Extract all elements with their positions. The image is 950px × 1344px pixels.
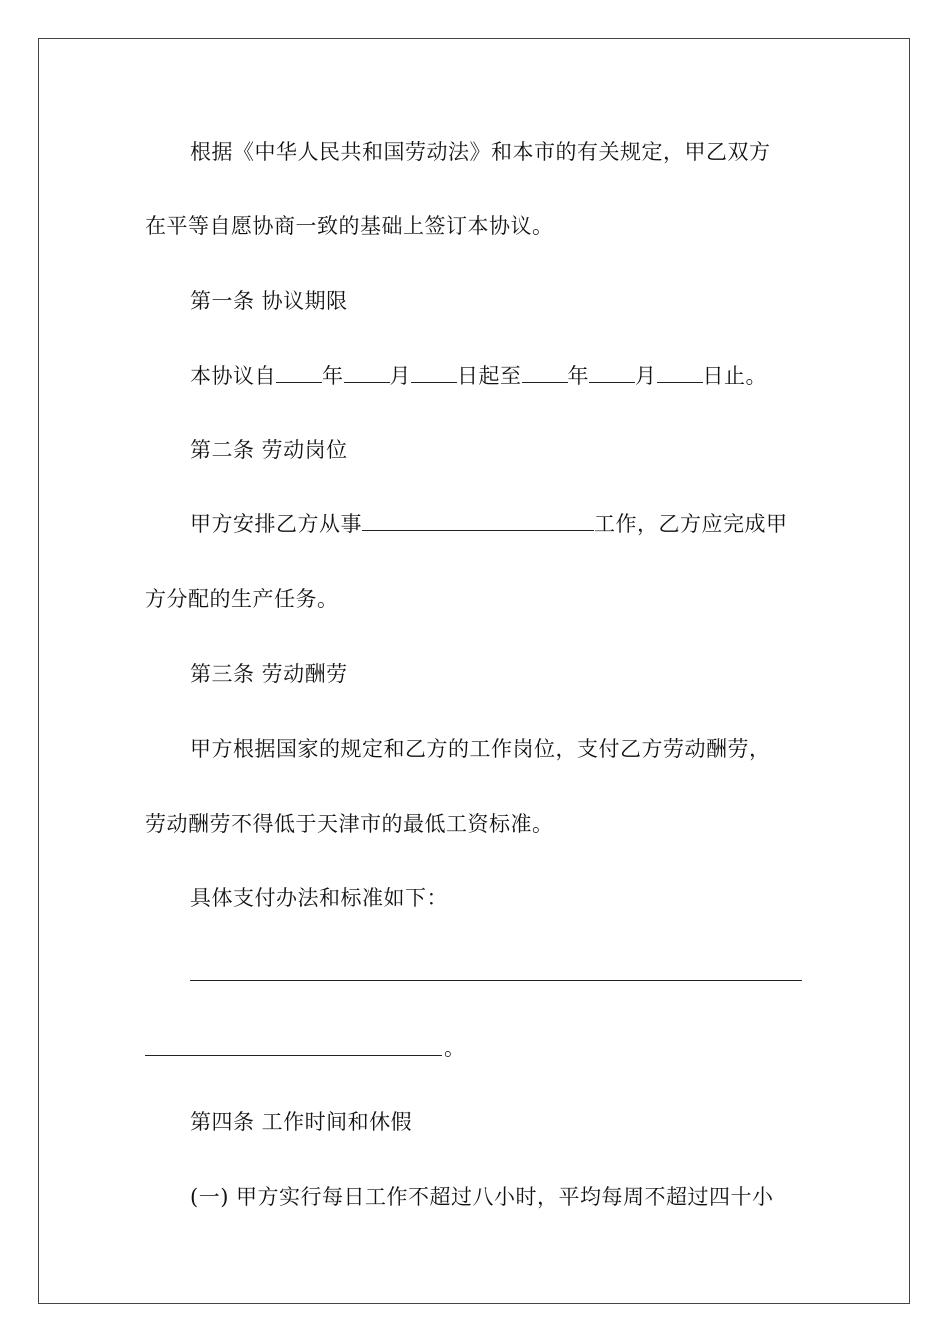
day-from-label: 日起至: [457, 364, 522, 388]
article-1-heading: 第一条 协议期限: [190, 289, 348, 313]
article-2-prefix: 甲方安排乙方从事: [190, 512, 362, 536]
year-label-2: 年: [567, 364, 589, 388]
start-month-blank[interactable]: [344, 362, 390, 383]
article-1-text: [190, 362, 767, 390]
end-year-blank[interactable]: [522, 362, 568, 383]
end-month-blank[interactable]: [589, 362, 635, 383]
payment-method-blank-2[interactable]: [145, 1055, 442, 1056]
article-3-line-1: 甲方根据国家的规定和乙方的工作岗位，支付乙方劳动酬劳，: [190, 737, 771, 761]
article-1-prefix: 本协议自: [190, 364, 276, 388]
preamble-line-2: 在平等自愿协商一致的基础上签订本协议。: [145, 214, 554, 238]
article-3-line-3: 具体支付办法和标准如下：: [190, 886, 448, 910]
article-4-heading: 第四条 工作时间和休假: [190, 1110, 413, 1134]
article-3-heading: 第三条 劳动酬劳: [190, 662, 348, 686]
month-label-2: 月: [635, 364, 657, 388]
article-3-line-2: 劳动酬劳不得低于天津市的最低工资标准。: [145, 812, 554, 836]
month-label: 月: [389, 364, 411, 388]
end-day-blank[interactable]: [657, 362, 703, 383]
article-2-heading: 第二条 劳动岗位: [190, 438, 348, 462]
payment-blank-end: 。: [444, 1036, 466, 1060]
preamble-line-1: 根据《中华人民共和国劳动法》和本市的有关规定，甲乙双方: [190, 140, 771, 164]
year-label: 年: [322, 364, 344, 388]
article-4-line-1: (一) 甲方实行每日工作不超过八小时，平均每周不超过四十小: [190, 1185, 774, 1209]
day-to-label: 日止。: [702, 364, 767, 388]
article-2-line-1: [190, 510, 788, 538]
start-day-blank[interactable]: [411, 362, 457, 383]
article-2-suffix: 工作，乙方应完成甲: [594, 512, 788, 536]
start-year-blank[interactable]: [276, 362, 322, 383]
payment-method-blank-1[interactable]: [190, 980, 802, 981]
article-2-line-2: 方分配的生产任务。: [145, 587, 339, 611]
job-position-blank[interactable]: [362, 510, 594, 531]
